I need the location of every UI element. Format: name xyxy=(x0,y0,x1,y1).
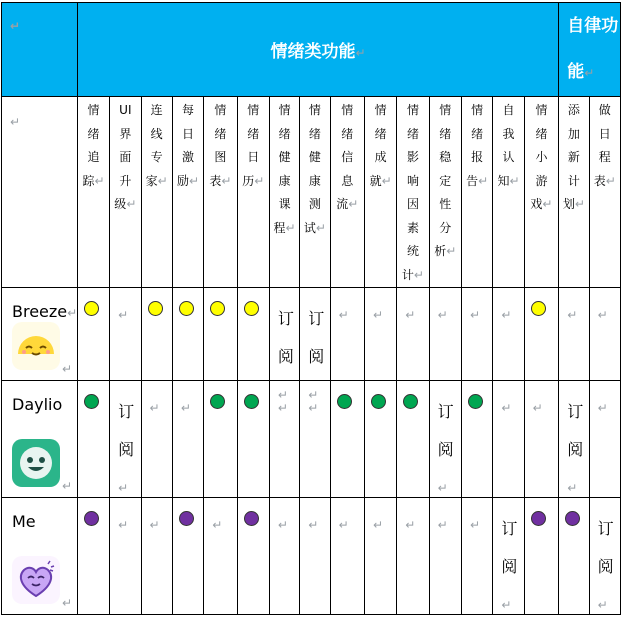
paragraph-mark: ↵ xyxy=(542,197,553,211)
paragraph-mark: ↵ xyxy=(315,220,326,235)
feature-name-char: 情 xyxy=(471,103,484,117)
feature-name-char: 激 xyxy=(182,150,195,164)
feature-name-char: 健 xyxy=(308,150,321,164)
feature-name-char: 告 xyxy=(466,173,479,188)
paragraph-mark: ↵ xyxy=(126,197,137,211)
feature-name-char: 表 xyxy=(209,173,222,188)
feature-name-char: 线 xyxy=(150,126,163,141)
paragraph-mark: ↵ xyxy=(285,220,296,235)
supported-cell xyxy=(77,381,109,498)
subscription-cell xyxy=(493,498,524,615)
supported-dot-icon xyxy=(179,511,194,526)
supported-cell xyxy=(237,498,269,615)
subscription-cell xyxy=(559,381,589,498)
feature-name-char: 加 xyxy=(567,126,580,141)
paragraph-mark: ↵ xyxy=(509,173,520,188)
paragraph-mark: ↵ xyxy=(62,596,73,610)
empty-cell xyxy=(364,498,396,615)
paragraph-mark: ↵ xyxy=(437,518,448,532)
feature-name-char: 界 xyxy=(119,126,132,141)
daylio-smiley-icon xyxy=(12,439,60,487)
app-row-me xyxy=(2,498,621,615)
supported-dot-icon xyxy=(84,394,99,409)
supported-cell xyxy=(559,498,589,615)
paragraph-mark: ↵ xyxy=(574,197,585,211)
app-row-breeze xyxy=(2,288,621,381)
paragraph-mark: ↵ xyxy=(212,518,223,532)
app-name: Breeze↵ xyxy=(12,302,78,321)
feature-name-char: 课 xyxy=(278,197,291,211)
feature-names-row xyxy=(2,97,621,288)
feature-name-char: 绪 xyxy=(374,126,387,141)
feature-name-char: 划 xyxy=(562,197,575,211)
paragraph-mark: ↵ xyxy=(254,173,265,188)
subscription-cell xyxy=(110,381,141,498)
feature-header-cell xyxy=(461,97,492,288)
breeze-sun-face-icon xyxy=(12,322,60,370)
feature-name-char: 素 xyxy=(406,220,419,235)
feature-name-char: 健 xyxy=(278,150,291,164)
paragraph-mark: ↵ xyxy=(189,173,200,188)
paragraph-mark: ↵ xyxy=(67,306,78,320)
supported-cell xyxy=(364,381,396,498)
supported-cell xyxy=(172,288,203,381)
supported-dot-icon xyxy=(210,301,225,316)
feature-name-char: 情 xyxy=(87,103,100,117)
supported-dot-icon xyxy=(531,301,546,316)
supported-dot-icon xyxy=(244,394,259,409)
self-discipline-title-line1: 自律功 xyxy=(567,16,619,36)
paragraph-mark: ↵ xyxy=(94,173,105,188)
paragraph-mark: ↵ xyxy=(338,518,349,532)
feature-name-char: 情 xyxy=(308,103,321,117)
feature-name-char: 绪 xyxy=(406,126,419,141)
app-row-daylio xyxy=(2,381,621,498)
paragraph-mark: ↵ xyxy=(62,362,73,376)
paragraph-mark: ↵ xyxy=(597,401,608,415)
feature-name-char: 表 xyxy=(593,173,606,188)
feature-name-char: 程 xyxy=(273,220,286,235)
paragraph-mark: ↵ xyxy=(532,401,543,415)
empty-cell xyxy=(330,498,364,615)
feature-name-char: 绪 xyxy=(471,126,484,141)
supported-cell xyxy=(237,381,269,498)
feature-name-char: 成 xyxy=(374,150,387,164)
self-discipline-header xyxy=(559,3,621,97)
feature-name-char: 析 xyxy=(434,244,447,258)
supported-cell xyxy=(237,288,269,381)
feature-name-char: 康 xyxy=(308,173,321,188)
supported-cell xyxy=(141,288,172,381)
supported-dot-icon xyxy=(210,394,225,409)
empty-cell xyxy=(269,498,299,615)
feature-header-cell xyxy=(77,97,109,288)
empty-cell xyxy=(110,498,141,615)
paragraph-mark: ↵ xyxy=(10,115,21,129)
paragraph-mark: ↵ xyxy=(446,244,457,258)
feature-header-cell xyxy=(204,97,237,288)
paragraph-mark: ↵ xyxy=(308,518,319,532)
feature-name-char: 踪 xyxy=(82,173,95,188)
paragraph-mark: ↵ xyxy=(413,267,424,282)
empty-cell xyxy=(300,381,330,498)
empty-cell xyxy=(141,498,172,615)
supported-dot-icon xyxy=(148,301,163,316)
paragraph-mark: ↵ xyxy=(221,173,232,188)
paragraph-mark: ↵ xyxy=(405,308,416,322)
supported-cell xyxy=(77,288,109,381)
feature-name-char: 流 xyxy=(336,197,349,211)
paragraph-mark: ↵ xyxy=(149,518,160,532)
feature-header-cell xyxy=(269,97,299,288)
feature-name-char: 绪 xyxy=(278,126,291,141)
supported-cell xyxy=(204,288,237,381)
subscription-label: 订 阅 ↵ xyxy=(308,309,325,402)
feature-name-char: 情 xyxy=(374,103,387,117)
app-cell xyxy=(2,288,78,381)
paragraph-mark: ↵ xyxy=(405,518,416,532)
empty-cell xyxy=(110,288,141,381)
subscription-cell xyxy=(429,381,461,498)
feature-name-char: 绪 xyxy=(308,126,321,141)
feature-name-char: 认 xyxy=(502,150,515,164)
supported-cell xyxy=(204,381,237,498)
feature-name-char: 升 xyxy=(119,173,132,188)
supported-dot-icon xyxy=(371,394,386,409)
paragraph-mark: ↵ xyxy=(501,308,512,322)
supported-dot-icon xyxy=(84,301,99,316)
empty-cell xyxy=(493,288,524,381)
feature-header-cell xyxy=(524,97,559,288)
feature-name-char: 励 xyxy=(176,173,189,188)
feature-name-char: 统 xyxy=(406,244,419,258)
empty-cell xyxy=(330,288,364,381)
feature-name-char: 响 xyxy=(406,173,419,188)
supported-dot-icon xyxy=(468,394,483,409)
feature-name-char: 日 xyxy=(598,126,611,141)
feature-name-char: 报 xyxy=(471,150,484,164)
paragraph-mark: ↵ xyxy=(348,197,359,211)
feature-name-char: 性 xyxy=(439,197,452,211)
subscription-cell xyxy=(269,288,299,402)
paragraph-mark: ↵ xyxy=(372,518,383,532)
empty-cell xyxy=(172,381,203,498)
feature-name-char: 新 xyxy=(567,150,580,164)
self-discipline-title-line2: 能 xyxy=(567,62,585,82)
paragraph-mark: ↵ xyxy=(118,308,129,322)
feature-name-char: 戏 xyxy=(530,197,543,211)
feature-name-char: 测 xyxy=(308,197,321,211)
paragraph-mark: ↵ xyxy=(597,308,608,322)
paragraph-mark: ↵ xyxy=(372,308,383,322)
feature-header-cell xyxy=(110,97,141,288)
paragraph-mark: ↵ xyxy=(180,401,191,415)
feature-name-char: 绪 xyxy=(535,126,548,141)
feature-header-cell xyxy=(330,97,364,288)
feature-header-cell xyxy=(141,97,172,288)
empty-cell xyxy=(269,381,299,498)
feature-name-char: 息 xyxy=(341,173,354,188)
paragraph-mark: ↵ xyxy=(381,173,392,188)
supported-cell xyxy=(77,498,109,615)
subscription-cell xyxy=(300,288,330,402)
feature-name-char: 试 xyxy=(303,220,316,235)
feature-name-char: 绪 xyxy=(214,126,227,141)
paragraph-mark: ↵ xyxy=(118,518,129,532)
paragraph-mark: ↵ xyxy=(478,173,489,188)
empty-cell xyxy=(364,288,396,381)
app-cell xyxy=(2,498,78,615)
feature-name-char: 做 xyxy=(598,103,611,117)
feature-header-cell xyxy=(493,97,524,288)
feature-header-cell xyxy=(589,97,620,288)
feature-name-char: 情 xyxy=(406,103,419,117)
feature-name-char: 因 xyxy=(406,197,419,211)
emotion-features-title: 情绪类功能 xyxy=(270,42,356,62)
paragraph-mark: ↵ xyxy=(567,308,578,322)
feature-name-char: 专 xyxy=(150,150,163,164)
paragraph-mark: ↵ xyxy=(584,66,595,80)
feature-label-cell xyxy=(2,97,78,288)
feature-header-cell xyxy=(172,97,203,288)
feature-header-cell xyxy=(559,97,589,288)
feature-name-char: 情 xyxy=(278,103,291,117)
feature-name-char: 自 xyxy=(502,103,515,117)
subscription-label: 订 阅 ↵ xyxy=(597,519,614,612)
feature-name-char: 定 xyxy=(439,173,452,188)
supported-cell xyxy=(524,288,559,381)
paragraph-mark: ↵ xyxy=(437,308,448,322)
feature-header-cell xyxy=(429,97,461,288)
supported-dot-icon xyxy=(337,394,352,409)
paragraph-mark: ↵ xyxy=(469,518,481,532)
subscription-label: 订 阅 ↵ xyxy=(567,402,584,495)
supported-dot-icon xyxy=(403,394,418,409)
supported-dot-icon xyxy=(244,301,259,316)
supported-dot-icon xyxy=(565,511,580,526)
empty-cell xyxy=(397,288,429,381)
feature-name-char: 知 xyxy=(497,173,510,188)
emotion-features-header xyxy=(77,3,558,97)
supported-dot-icon xyxy=(244,511,259,526)
supported-dot-icon xyxy=(84,511,99,526)
corner-cell xyxy=(2,3,78,97)
feature-name-char: 绪 xyxy=(439,126,452,141)
feature-name-char: 绪 xyxy=(87,126,100,141)
paragraph-mark: ↵ xyxy=(338,308,349,322)
feature-name-char: 小 xyxy=(535,150,548,164)
feature-name-char: 我 xyxy=(502,126,515,141)
empty-cell xyxy=(461,498,492,615)
empty-cell xyxy=(524,381,559,498)
feature-name-char: 计 xyxy=(401,267,414,282)
supported-dot-icon xyxy=(179,301,194,316)
feature-name-char: 分 xyxy=(439,220,452,235)
feature-name-char: 日 xyxy=(182,126,195,141)
paragraph-mark: ↵ xyxy=(62,479,73,493)
supported-dot-icon xyxy=(531,511,546,526)
feature-name-char: 历 xyxy=(242,173,255,188)
feature-name-char: 级 xyxy=(114,197,127,211)
supported-cell xyxy=(461,381,492,498)
feature-name-char: 稳 xyxy=(439,150,452,164)
feature-name-char: 情 xyxy=(214,103,227,117)
empty-cell xyxy=(493,381,524,498)
feature-name-char: 连 xyxy=(150,103,163,117)
feature-name-char: 情 xyxy=(341,103,354,117)
empty-cell xyxy=(204,498,237,615)
feature-name-char: 日 xyxy=(247,150,260,164)
paragraph-mark: ↵ xyxy=(157,173,168,188)
heart-face-icon xyxy=(12,556,60,604)
feature-name-char: 添 xyxy=(567,103,580,117)
subscription-label: 订 阅 ↵ xyxy=(501,519,518,612)
paragraph-mark: ↵ xyxy=(355,46,366,60)
app-cell xyxy=(2,381,78,498)
supported-cell xyxy=(172,498,203,615)
subscription-label: 订 阅 ↵ xyxy=(277,309,294,402)
header-row xyxy=(2,3,621,97)
feature-name-char: 绪 xyxy=(247,126,260,141)
empty-cell xyxy=(589,288,620,381)
paragraph-mark: ↵ xyxy=(277,518,288,532)
empty-cell xyxy=(300,498,330,615)
feature-name-char: 影 xyxy=(406,150,419,164)
feature-name-char: 家 xyxy=(145,173,158,188)
paragraph-mark: ↵ xyxy=(501,401,512,415)
feature-name-char: 程 xyxy=(598,150,611,164)
feature-name-char: 情 xyxy=(535,103,548,117)
supported-cell xyxy=(330,381,364,498)
paragraph-mark: ↵ xyxy=(605,173,616,188)
supported-cell xyxy=(397,381,429,498)
supported-cell xyxy=(524,498,559,615)
paragraph-mark: ↵ xyxy=(469,308,481,322)
paragraph-mark: ↵ xyxy=(149,401,160,415)
feature-name-char: 计 xyxy=(567,173,580,188)
feature-header-cell xyxy=(364,97,396,288)
feature-header-cell xyxy=(300,97,330,288)
empty-cell xyxy=(559,288,589,381)
empty-cell xyxy=(429,288,461,381)
feature-name-char: 追 xyxy=(87,150,100,164)
feature-name-char: 绪 xyxy=(341,126,354,141)
empty-cell xyxy=(589,381,620,498)
feature-comparison-table xyxy=(1,2,621,615)
empty-cell xyxy=(461,288,492,381)
feature-name-char: UI xyxy=(119,103,132,117)
app-name: Me xyxy=(12,512,36,531)
feature-name-char: 情 xyxy=(247,103,260,117)
empty-cell xyxy=(429,498,461,615)
empty-cell xyxy=(141,381,172,498)
feature-name-char: 信 xyxy=(341,150,354,164)
feature-name-char: 情 xyxy=(439,103,452,117)
feature-header-cell xyxy=(397,97,429,288)
feature-name-char: 游 xyxy=(535,173,548,188)
app-name: Daylio xyxy=(12,395,63,414)
paragraph-mark: ↵ xyxy=(10,19,21,33)
paragraph-mark: ↵ xyxy=(308,401,319,415)
paragraph-mark: ↵ xyxy=(277,401,288,415)
subscription-label: 订 阅 ↵ xyxy=(437,402,454,495)
subscription-cell xyxy=(589,498,620,615)
subscription-label: 订 阅 ↵ xyxy=(118,402,135,495)
empty-cell xyxy=(397,498,429,615)
feature-header-cell xyxy=(237,97,269,288)
feature-name-char: 就 xyxy=(369,173,382,188)
feature-name-char: 康 xyxy=(278,173,291,188)
feature-name-char: 面 xyxy=(119,150,132,164)
feature-name-char: 每 xyxy=(182,103,195,117)
feature-name-char: 图 xyxy=(214,150,227,164)
